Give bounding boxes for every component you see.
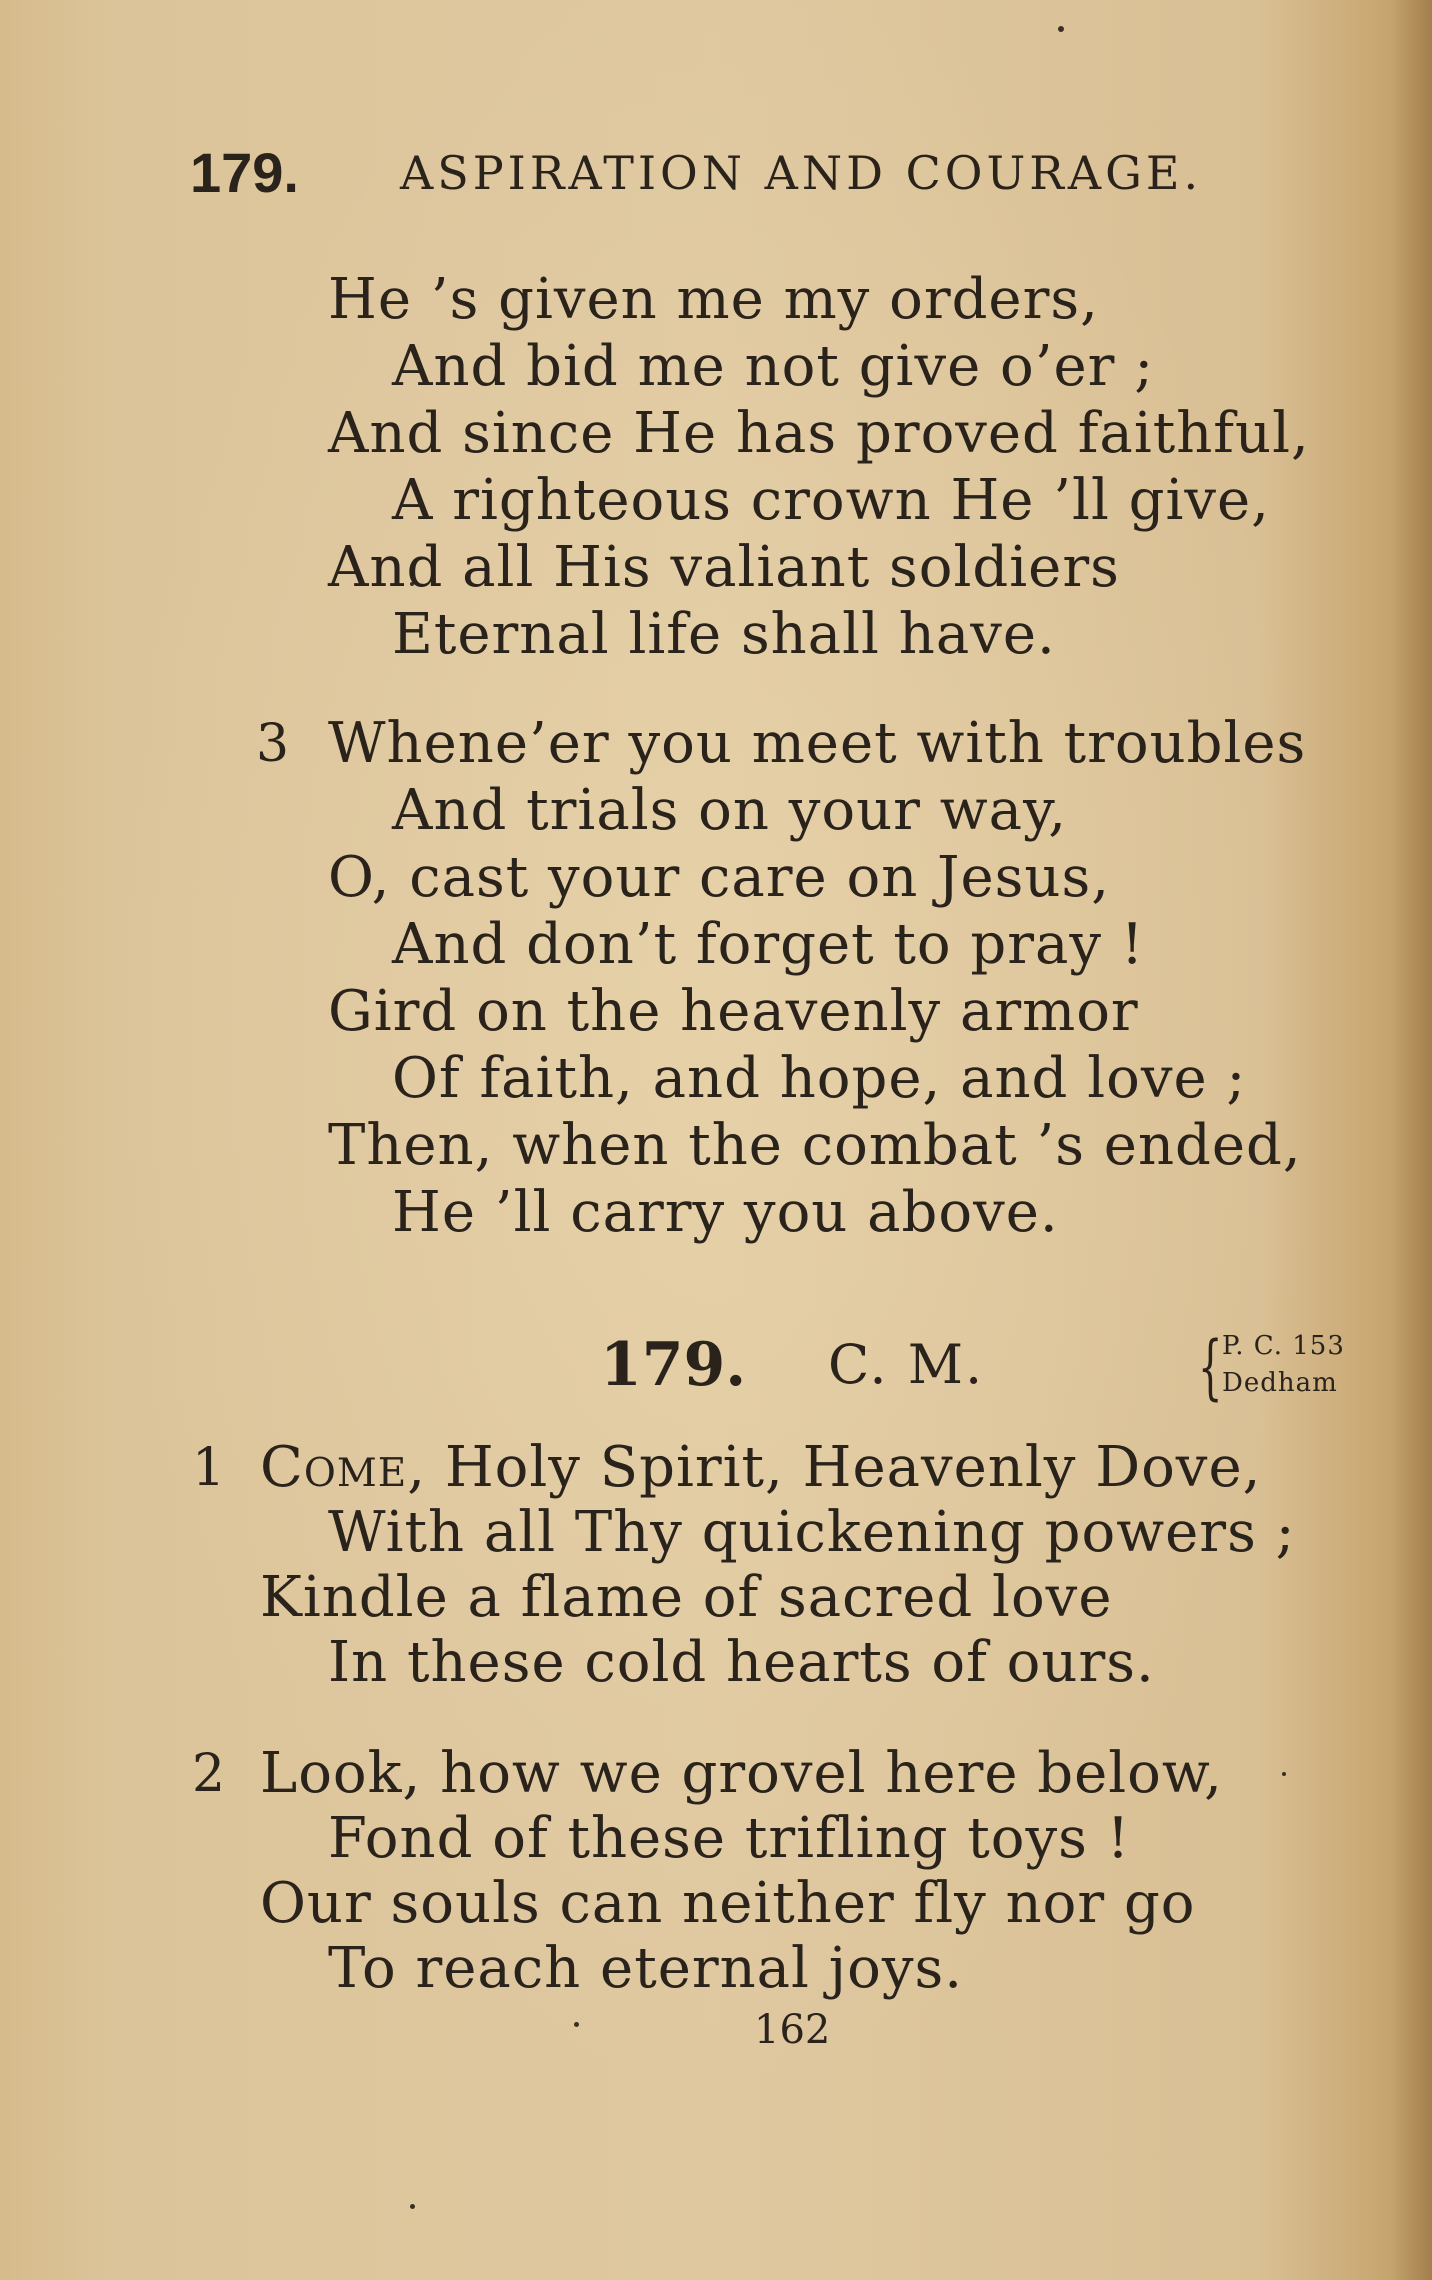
verse-line: Kindle a flame of sacred love [260,1565,1113,1630]
verse-line: Whene’er you meet with troubles [328,711,1307,776]
verse-line: And don’t forget to pray ! [392,912,1145,977]
verse-line: Fond of these trifling toys ! [328,1806,1131,1871]
tune-reference: P. C. 153 [1222,1331,1345,1361]
running-header-title: ASPIRATION AND COURAGE. [400,146,1203,200]
verse-line: Gird on the heavenly armor [328,979,1139,1044]
verse-line: To reach eternal joys. [328,1936,964,2001]
verse-line: Look, how we grovel here below, [260,1741,1223,1806]
verse-line: He ’s given me my orders, [328,267,1099,332]
hymn-meter: C. M. [828,1333,985,1396]
verse-line: Then, when the combat ’s ended, [328,1113,1302,1178]
verse-line: Our souls can neither fly nor go [260,1871,1196,1936]
verse-line: And all His valiant soldiers [328,535,1120,600]
verse-line: In these cold hearts of ours. [328,1630,1155,1695]
verse-line-rest: Holy Spirit, Heavenly Dove, [426,1435,1262,1500]
verse-line [260,1435,1262,1500]
verse-line: Of faith, and hope, and love ; [392,1046,1247,1111]
verse-line: O, cast your care on Jesus, [328,845,1110,910]
tune-brace: { [1198,1326,1223,1408]
verse-first-word: Come, [260,1435,427,1500]
verse-number: 3 [256,714,290,774]
verse-line: With all Thy quickening powers ; [328,1500,1296,1565]
verse-line: And since He has proved faithful, [328,401,1310,466]
tune-name: Dedham [1222,1368,1338,1398]
ink-speck [574,2022,579,2027]
verse-line: A righteous crown He ’ll give, [392,468,1270,533]
running-header-number: 179. [190,141,299,204]
ink-speck [1058,26,1064,32]
ink-speck [1282,1772,1286,1776]
hymn-number: 179. [600,1330,747,1400]
verse-number: 1 [192,1438,226,1498]
verse-line: And bid me not give o’er ; [392,334,1155,399]
verse-line: He ’ll carry you above. [392,1180,1059,1245]
verse-line: Eternal life shall have. [392,602,1056,667]
ink-speck [410,2204,415,2209]
page-number: 162 [754,2007,831,2053]
page-edge-shadow [1392,0,1432,2280]
verse-line: And trials on your way, [392,778,1068,843]
verse-number: 2 [192,1744,226,1804]
